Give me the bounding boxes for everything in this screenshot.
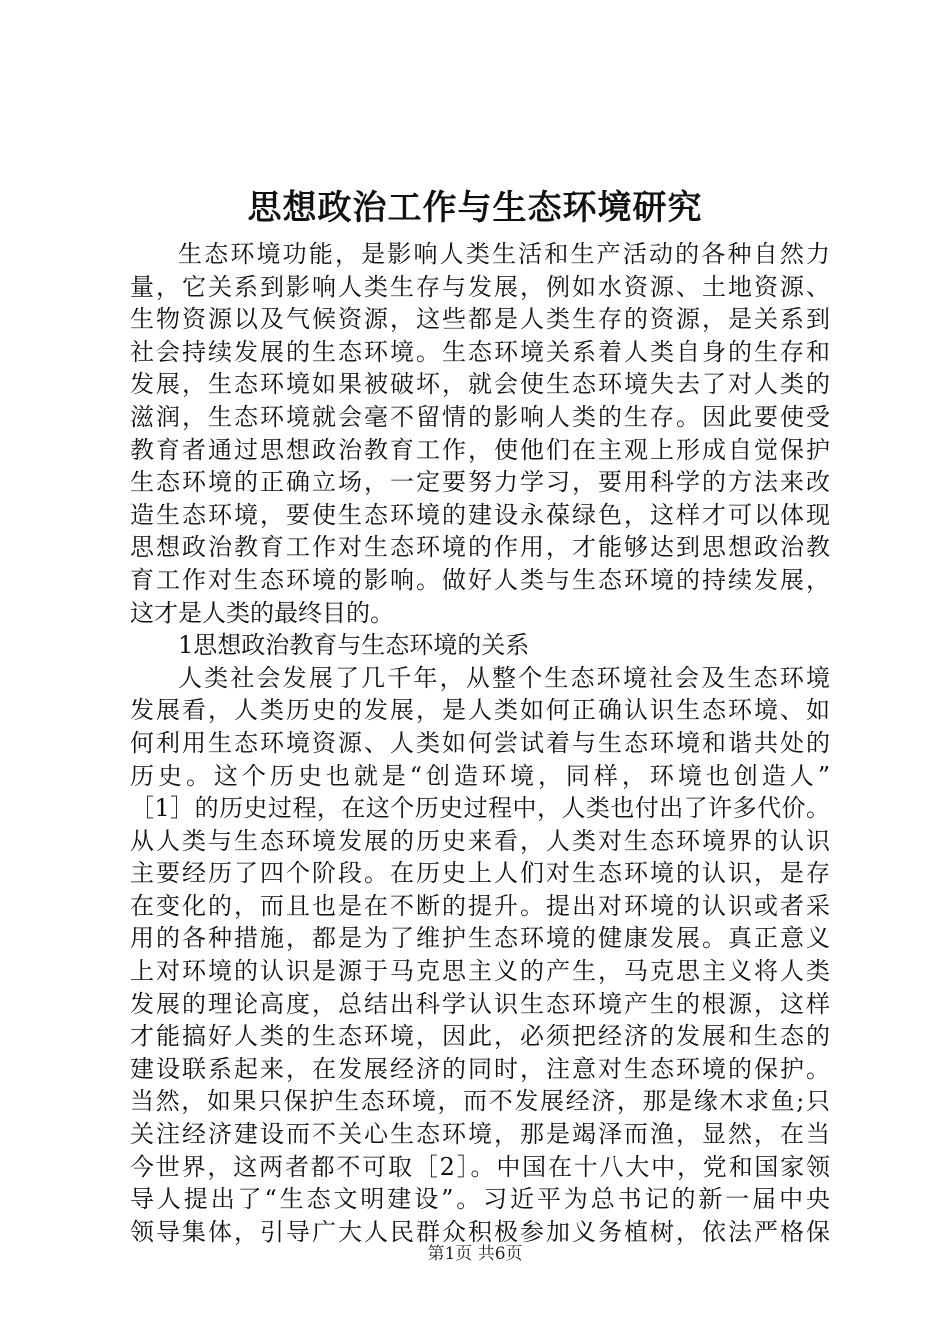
text-line: 用的各种措施，都是为了维护生态环境的健康发展。真正意义 bbox=[130, 924, 830, 953]
section-heading: 1思想政治教育与生态环境的关系 bbox=[178, 631, 530, 660]
text-line: 生态环境的正确立场，一定要努力学习，要用科学的方法来改 bbox=[130, 468, 830, 497]
document-title: 思想政治工作与生态环境研究 bbox=[247, 188, 703, 228]
text-line: 人类社会发展了几千年，从整个生态环境社会及生态环境 bbox=[178, 663, 830, 692]
text-line: 社会持续发展的生态环境。生态环境关系着人类自身的生存和 bbox=[130, 337, 830, 366]
text-line: 量，它关系到影响人类生存与发展，例如水资源、土地资源、 bbox=[130, 272, 830, 301]
text-line: 教育者通过思想政治教育工作，使他们在主观上形成自觉保护 bbox=[130, 435, 830, 464]
text-line: 生态环境功能，是影响人类生活和生产活动的各种自然力 bbox=[178, 240, 830, 268]
text-line: 主要经历了四个阶段。在历史上人们对生态环境的认识，是存 bbox=[130, 859, 830, 888]
text-line: 当然，如果只保护生态环境，而不发展经济，那是缘木求鱼;只 bbox=[130, 1087, 830, 1116]
text-line: 生物资源以及气候资源，这些都是人类生存的资源，是关系到 bbox=[130, 305, 830, 334]
text-line: 导人提出了“生态文明建设”。习近平为总书记的新一届中央 bbox=[130, 1185, 830, 1214]
text-line: 发展的理论高度，总结出科学认识生态环境产生的根源，这样 bbox=[130, 989, 830, 1018]
text-line: 领导集体，引导广大人民群众积极参加义务植树，依法严格保 bbox=[130, 1217, 830, 1246]
text-line: 今世界，这两者都不可取［2］。中国在十八大中，党和国家领 bbox=[130, 1152, 830, 1181]
text-line: 从人类与生态环境发展的历史来看，人类对生态环境界的认识 bbox=[130, 826, 830, 855]
page-footer: 第1页 共6页 bbox=[427, 1244, 523, 1264]
text-line: 上对环境的认识是源于马克思主义的产生，马克思主义将人类 bbox=[130, 957, 830, 986]
text-line: 才能搞好人类的生态环境，因此，必须把经济的发展和生态的 bbox=[130, 1022, 830, 1051]
text-line: 滋润，生态环境就会毫不留情的影响人类的生存。因此要使受 bbox=[130, 402, 830, 431]
text-line: 造生态环境，要使生态环境的建设永葆绿色，这样才可以体现 bbox=[130, 500, 830, 529]
text-line: 在变化的，而且也是在不断的提升。提出对环境的认识或者采 bbox=[130, 891, 830, 920]
text-line: 何利用生态环境资源、人类如何尝试着与生态环境和谐共处的 bbox=[130, 728, 830, 757]
text-line: 思想政治教育工作对生态环境的作用，才能够达到思想政治教 bbox=[130, 533, 830, 562]
text-line: ［1］的历史过程，在这个历史过程中，人类也付出了许多代价。 bbox=[130, 794, 830, 823]
text-line: 发展，生态环境如果被破坏，就会使生态环境失去了对人类的 bbox=[130, 370, 830, 399]
text-line: 育工作对生态环境的影响。做好人类与生态环境的持续发展， bbox=[130, 565, 830, 594]
document-body bbox=[130, 238, 830, 1248]
text-line: 历史。这个历史也就是“创造环境，同样，环境也创造人” bbox=[130, 761, 830, 790]
text-line: 建设联系起来，在发展经济的同时，注意对生态环境的保护。 bbox=[130, 1054, 830, 1083]
text-line: 这才是人类的最终目的。 bbox=[130, 598, 394, 627]
text-line: 发展看，人类历史的发展，是人类如何正确认识生态环境、如 bbox=[130, 696, 830, 725]
text-line: 关注经济建设而不关心生态环境，那是竭泽而渔，显然，在当 bbox=[130, 1120, 830, 1149]
